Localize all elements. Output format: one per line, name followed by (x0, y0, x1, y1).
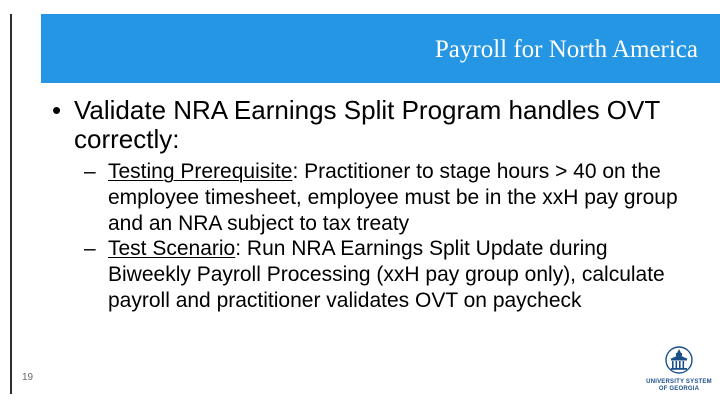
prerequisite-term: Testing Prerequisite (108, 160, 293, 183)
university-building-icon (664, 345, 694, 379)
page-number: 19 (22, 372, 34, 383)
prerequisite-text: : Practitioner to stage hours > 40 on the employee timesheet, employee must be in the xxH pay group and an NRA subject to tax treaty (108, 160, 678, 235)
main-bullet (52, 96, 662, 154)
bullet-marker: • (52, 95, 62, 125)
sub-bullet-list (84, 159, 684, 314)
university-logo (646, 345, 712, 401)
sub-bullet-scenario (84, 236, 684, 313)
scenario-term: Test Scenario (108, 237, 236, 261)
main-bullet-text: Validate NRA Earnings Split Program handles OVT correctly: (74, 95, 660, 154)
dash-marker: – (84, 237, 96, 261)
left-rule (10, 14, 12, 394)
sub-bullet-prerequisite (84, 159, 684, 236)
scenario-text: : Run NRA Earnings Split Update during Biweekly Payroll Processing (xxH pay group only), calculate payroll and practitioner validates OVT on paycheck (108, 237, 665, 312)
title-banner (41, 14, 720, 83)
logo-text-line2: OF GEORGIA (658, 386, 700, 392)
dash-marker: – (84, 160, 96, 183)
logo-text-line1: UNIVERSITY SYSTEM (646, 379, 712, 385)
slide-title: Payroll for North America (434, 36, 698, 63)
